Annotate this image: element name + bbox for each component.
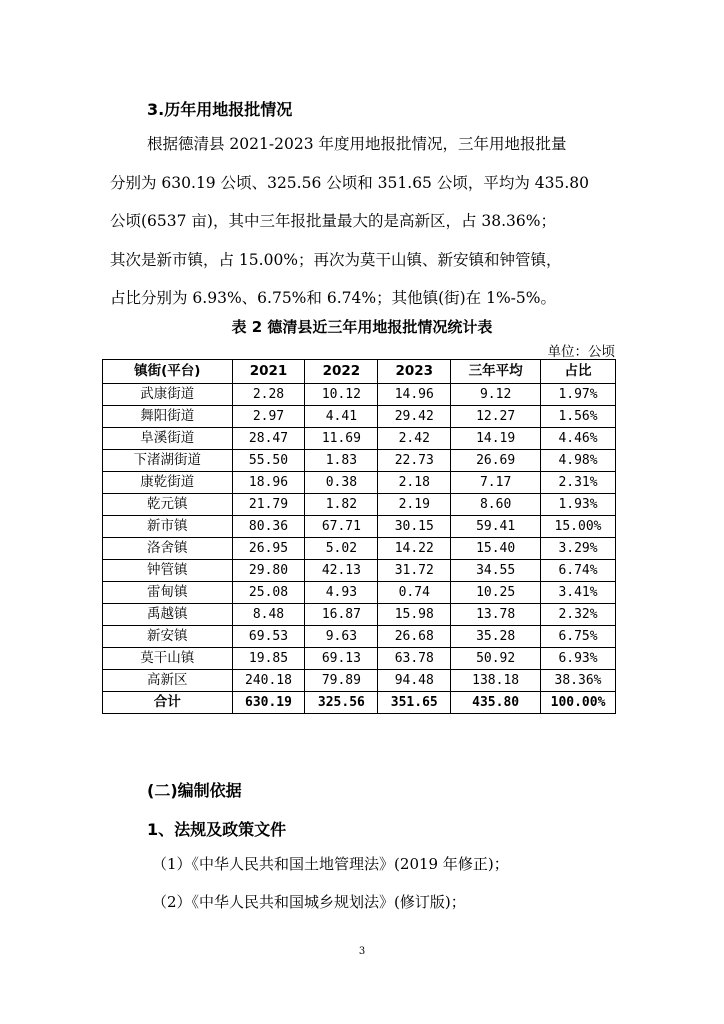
table-cell: 8.60 <box>451 494 541 516</box>
table-cell: 42.13 <box>305 560 378 582</box>
table-cell: 2.42 <box>378 428 451 450</box>
table-cell: 29.42 <box>378 406 451 428</box>
table-cell: 雷甸镇 <box>103 582 233 604</box>
body-paragraph <box>110 125 615 318</box>
table-cell: 4.41 <box>305 406 378 428</box>
table-cell: 30.15 <box>378 516 451 538</box>
table-cell: 26.68 <box>378 626 451 648</box>
table-cell: 12.27 <box>451 406 541 428</box>
table-cell: 0.74 <box>378 582 451 604</box>
table-cell: 63.78 <box>378 648 451 670</box>
table-cell: 莫干山镇 <box>103 648 233 670</box>
table-cell: 240.18 <box>232 670 305 692</box>
table-cell: 14.96 <box>378 384 451 406</box>
section-heading: (二)编制依据 <box>147 781 242 800</box>
table-cell: 14.22 <box>378 538 451 560</box>
table-cell: 10.12 <box>305 384 378 406</box>
table-cell: 34.55 <box>451 560 541 582</box>
table-cell: 8.48 <box>232 604 305 626</box>
table-cell: 14.19 <box>451 428 541 450</box>
table-cell: 2.28 <box>232 384 305 406</box>
table-cell: 高新区 <box>103 670 233 692</box>
table-cell: 6.74% <box>541 560 616 582</box>
table-cell: 4.93 <box>305 582 378 604</box>
column-header: 三年平均 <box>451 360 541 384</box>
table-cell: 9.12 <box>451 384 541 406</box>
column-header: 镇街(平台) <box>103 360 233 384</box>
table-row <box>103 472 616 494</box>
list-item: （1）《中华人民共和国土地管理法》(2019 年修正)； <box>152 855 509 873</box>
statistics-table <box>102 359 616 714</box>
table-caption: 表 2 德清县近三年用地报批情况统计表 <box>231 318 493 336</box>
table-cell: 6.93% <box>541 648 616 670</box>
table-cell: 7.17 <box>451 472 541 494</box>
section-heading: 3.历年用地报批情况 <box>147 100 293 119</box>
table-header-row <box>103 360 616 384</box>
table-cell: 25.08 <box>232 582 305 604</box>
table-cell: 55.50 <box>232 450 305 472</box>
table-cell: 合计 <box>103 692 233 714</box>
table-cell: 1.82 <box>305 494 378 516</box>
table-cell: 630.19 <box>232 692 305 714</box>
table-cell: 16.87 <box>305 604 378 626</box>
table-cell: 80.36 <box>232 516 305 538</box>
table-cell: 11.69 <box>305 428 378 450</box>
table-row <box>103 428 616 450</box>
column-header: 占比 <box>541 360 616 384</box>
table-cell: 35.28 <box>451 626 541 648</box>
column-header: 2022 <box>305 360 378 384</box>
table-cell: 67.71 <box>305 516 378 538</box>
table-cell: 3.41% <box>541 582 616 604</box>
table-cell: 2.18 <box>378 472 451 494</box>
table-cell: 50.92 <box>451 648 541 670</box>
table-cell: 1.56% <box>541 406 616 428</box>
table-cell: 3.29% <box>541 538 616 560</box>
table-row <box>103 450 616 472</box>
table-cell: 100.00% <box>541 692 616 714</box>
table-cell: 禹越镇 <box>103 604 233 626</box>
table-row <box>103 494 616 516</box>
paragraph-line: 其次是新市镇，占 15.00%；再次为莫干山镇、新安镇和钟管镇， <box>110 250 562 269</box>
table-cell: 1.93% <box>541 494 616 516</box>
table-cell: 435.80 <box>451 692 541 714</box>
table-cell: 2.32% <box>541 604 616 626</box>
table-cell: 28.47 <box>232 428 305 450</box>
column-header: 2023 <box>378 360 451 384</box>
table-cell: 351.65 <box>378 692 451 714</box>
table-cell: 29.80 <box>232 560 305 582</box>
table-row <box>103 384 616 406</box>
table-cell: 18.96 <box>232 472 305 494</box>
table-row <box>103 648 616 670</box>
table-cell: 26.95 <box>232 538 305 560</box>
subsection-heading: 1、法规及政策文件 <box>147 820 287 839</box>
page-number: 3 <box>358 946 366 957</box>
table-cell: 21.79 <box>232 494 305 516</box>
column-header: 2021 <box>232 360 305 384</box>
table-cell: 钟管镇 <box>103 560 233 582</box>
table-cell: 2.97 <box>232 406 305 428</box>
table-cell: 26.69 <box>451 450 541 472</box>
table-cell: 69.53 <box>232 626 305 648</box>
table-row <box>103 670 616 692</box>
table-cell: 138.18 <box>451 670 541 692</box>
paragraph-line: 根据德清县 2021-2023 年度用地报批情况，三年用地报批量 <box>147 135 567 153</box>
table-cell: 31.72 <box>378 560 451 582</box>
table-cell: 洛舍镇 <box>103 538 233 560</box>
table-cell: 38.36% <box>541 670 616 692</box>
table-row <box>103 538 616 560</box>
table-cell: 新安镇 <box>103 626 233 648</box>
table-cell: 康乾街道 <box>103 472 233 494</box>
table-cell: 下渚湖街道 <box>103 450 233 472</box>
list-item: （2）《中华人民共和国城乡规划法》(修订版)； <box>152 893 466 911</box>
table-cell: 69.13 <box>305 648 378 670</box>
table-cell: 2.31% <box>541 472 616 494</box>
table-cell: 4.46% <box>541 428 616 450</box>
table-cell: 9.63 <box>305 626 378 648</box>
table-cell: 19.85 <box>232 648 305 670</box>
table-cell: 武康街道 <box>103 384 233 406</box>
table-row <box>103 604 616 626</box>
table-row <box>103 626 616 648</box>
paragraph-line: 公顷(6537 亩)，其中三年报批量最大的是高新区，占 38.36%； <box>110 212 556 230</box>
table-cell: 6.75% <box>541 626 616 648</box>
table-cell: 新市镇 <box>103 516 233 538</box>
table-cell: 5.02 <box>305 538 378 560</box>
table-cell: 94.48 <box>378 670 451 692</box>
paragraph-line: 分别为 630.19 公顷、325.56 公顷和 351.65 公顷，平均为 435.80 <box>110 173 590 192</box>
table-cell: 325.56 <box>305 692 378 714</box>
unit-label: 单位：公顷 <box>547 344 615 360</box>
table-cell: 1.83 <box>305 450 378 472</box>
table-row <box>103 406 616 428</box>
table-cell: 0.38 <box>305 472 378 494</box>
table-cell: 15.40 <box>451 538 541 560</box>
table-row <box>103 560 616 582</box>
table-cell: 59.41 <box>451 516 541 538</box>
table-cell: 22.73 <box>378 450 451 472</box>
table-cell: 乾元镇 <box>103 494 233 516</box>
table-cell: 13.78 <box>451 604 541 626</box>
table-cell: 1.97% <box>541 384 616 406</box>
table-row <box>103 516 616 538</box>
table-cell: 2.19 <box>378 494 451 516</box>
table-cell: 10.25 <box>451 582 541 604</box>
table-cell: 4.98% <box>541 450 616 472</box>
table-cell: 阜溪街道 <box>103 428 233 450</box>
table-total-row <box>103 692 616 714</box>
table-row <box>103 582 616 604</box>
table-cell: 79.89 <box>305 670 378 692</box>
paragraph-line: 占比分别为 6.93%、6.75%和 6.74%；其他镇(街)在 1%-5%。 <box>110 289 557 307</box>
table-cell: 舞阳街道 <box>103 406 233 428</box>
table-cell: 15.98 <box>378 604 451 626</box>
table-cell: 15.00% <box>541 516 616 538</box>
